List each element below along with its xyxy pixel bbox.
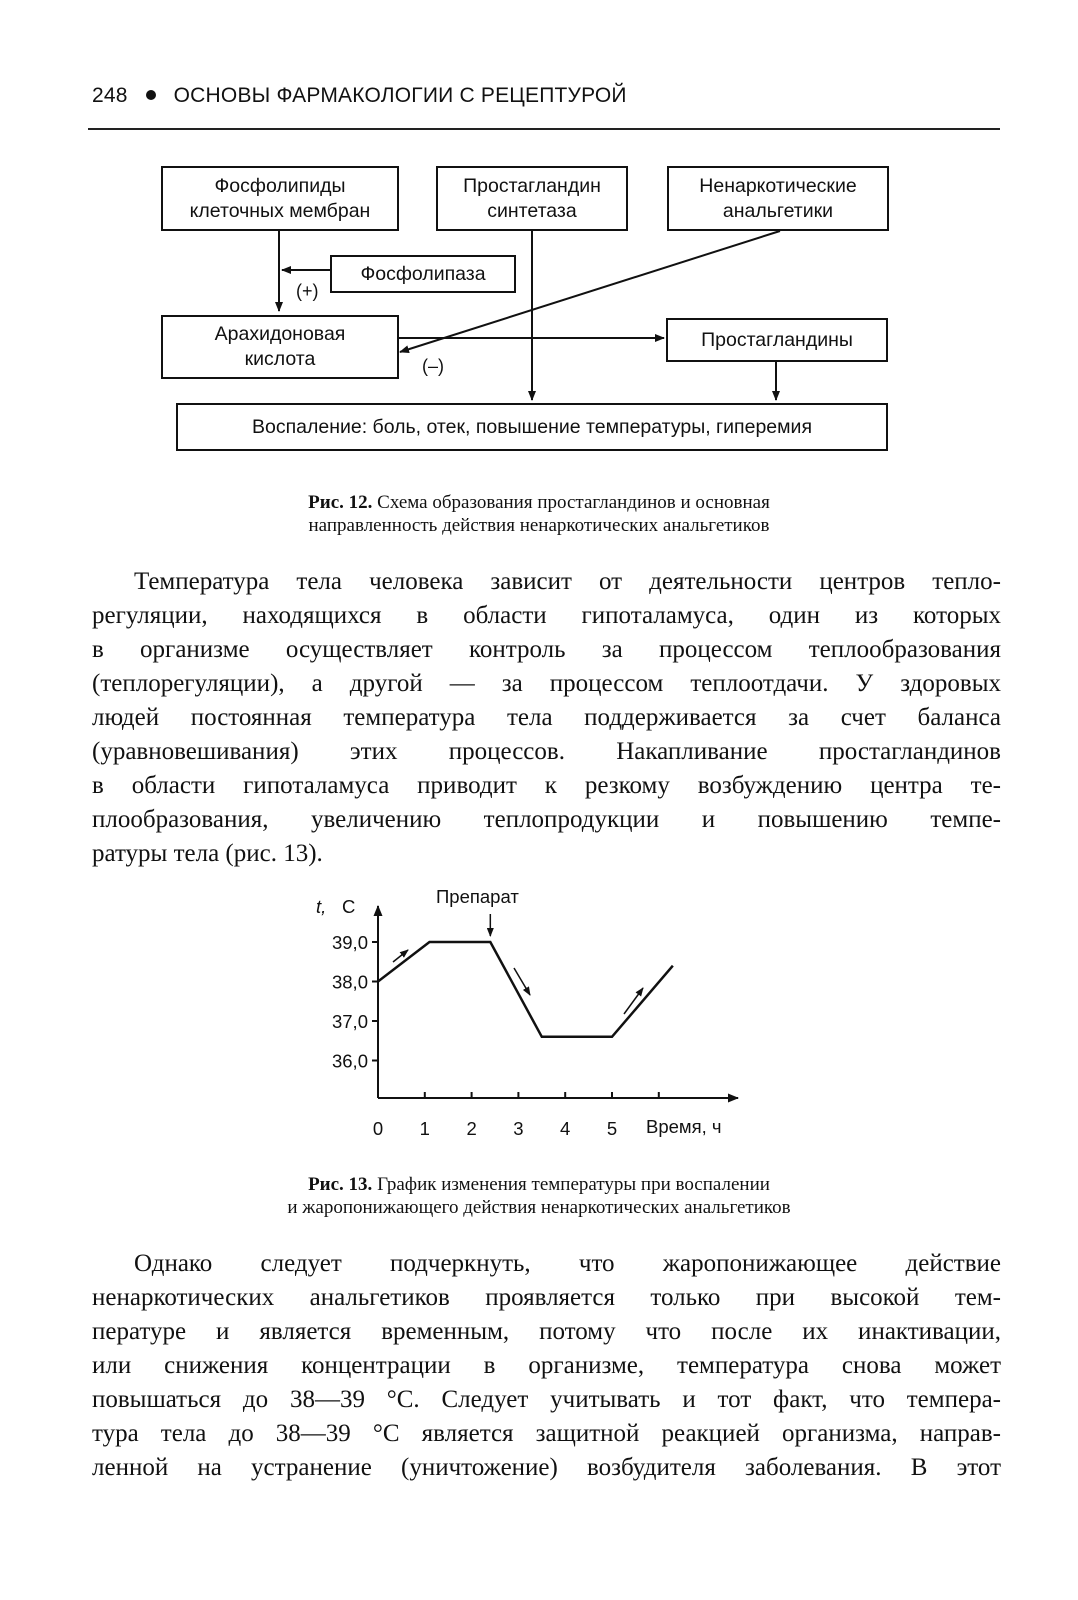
box-phospholipids: Фосфолипиды клеточных мембран [161,166,399,231]
y-tick-label: 37,0 [331,1011,368,1032]
y-axis-label-unit: C [342,896,356,917]
paragraph-line: Температура тела человека зависит от деятельности центров тепло- [134,568,1001,595]
paragraph-line: (уравновешивания) этих процессов. Накапливание простагландинов [92,738,1001,765]
paragraph-line: Однако следует подчеркнуть, что жаропонижающее действие [134,1250,1001,1277]
box-arachidonic-acid: Арахидоновая кислота [161,315,399,379]
paragraph-line: ненаркотических анальгетиков проявляется только при высокой тем- [92,1284,1001,1311]
x-tick-label: 0 [372,1118,384,1139]
paragraph-line: ленной на устранение (уничтожение) возбудителя заболевания. В этот [92,1454,1001,1481]
paragraph-line: в организме осуществляет контроль за процессом теплообразования [92,636,1001,663]
box-prostaglandin-synthetase: Простагландин синтетаза [436,166,628,231]
paragraph-line: или снижения концентрации в организме, температура снова может [92,1352,1001,1379]
x-axis-label: Время, ч [646,1116,722,1137]
box-inflammation: Воспаление: боль, отек, повышение температуры, гиперемия [176,403,888,451]
y-tick-label: 36,0 [331,1050,368,1072]
y-tick-label: 38,0 [331,971,368,993]
paragraph-line: людей постоянная температура тела поддерживается за счет баланса [92,704,1001,731]
y-tick-label: 39,0 [331,932,368,953]
x-tick-label: 3 [513,1118,524,1139]
box-nonnarcotic-analgesics: Ненаркотические анальгетики [667,166,889,231]
figure-12-label: Рис. 12. [308,492,373,513]
figure-12-caption: Рис. 12. Схема образования простагландинов и основная направленность действия ненаркотических анальгетиков [308,492,770,536]
paragraph-line: в области гипоталамуса приводит к резкому возбуждению центра те- [92,772,1001,799]
paragraph-line: плообразования, увеличению теплопродукции и повышению темпе- [92,806,1001,833]
x-tick-label: 5 [606,1118,618,1139]
paragraph-line: тура тела до 38—39 °С является защитной реакцией организма, направ- [92,1420,1001,1447]
label-minus: (–) [422,356,444,376]
chart-annotation-drug: Препарат [436,886,519,907]
y-axis-label-t: t, [316,896,327,917]
x-tick-label: 1 [419,1118,430,1139]
temperature-line [378,942,673,1037]
paragraph-line: пературе и является временным, потому что после их инактивации, [92,1318,1001,1345]
body-paragraph-2 [92,1247,1001,1485]
paragraph-line: повышаться до 38—39 °С. Следует учитывать и тот факт, что темпера- [92,1386,1001,1413]
figure-13-caption: Рис. 13. График изменения температуры при воспалении и жаропонижающего действия ненаркотических анальгетиков [287,1174,791,1218]
figure-13-label: Рис. 13. [308,1174,373,1195]
paragraph-line: (теплорегуляции), а другой — за процессом теплоотдачи. У здоровых [92,670,1001,697]
x-tick-label: 2 [466,1118,477,1139]
page-number: 248 [92,84,128,107]
paragraph-line: ратуры тела (рис. 13). [92,840,323,867]
running-title: ОСНОВЫ ФАРМАКОЛОГИИ С РЕЦЕПТУРОЙ [173,84,627,107]
box-prostaglandins: Простагландины [666,318,888,362]
x-tick-label: 4 [560,1118,571,1139]
box-phospholipase: Фосфолипаза [330,255,516,293]
paragraph-line: регуляции, находящихся в области гипоталамуса, один из которых [92,602,1001,629]
label-plus: (+) [296,281,319,301]
